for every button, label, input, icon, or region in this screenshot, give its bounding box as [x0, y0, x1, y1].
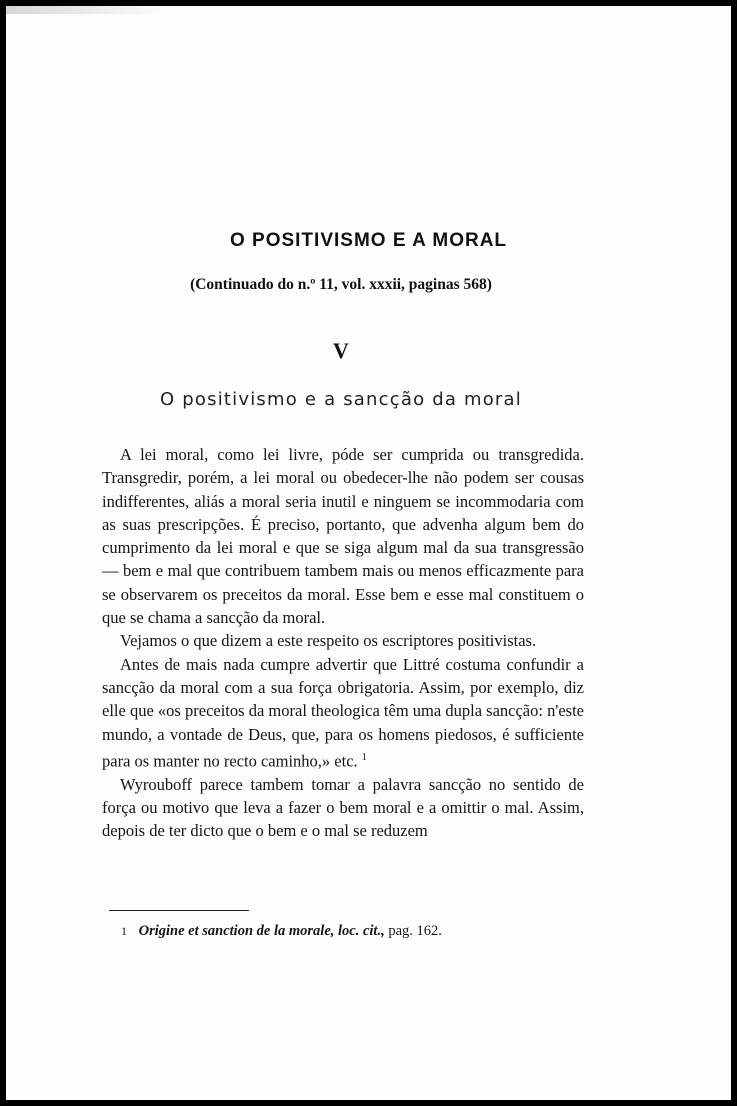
- article-title: O POSITIVISMO E A MORAL: [229, 230, 508, 251]
- book-page: [6, 6, 731, 1100]
- scan-smudge: [6, 6, 166, 14]
- paragraph-3-text: Antes de mais nada cumpre advertir que Littré costuma confundir a sancção da moral com a sua força obrigatoria. Assim, por exemplo, diz elle que «os preceitos da moral theologica têm uma dupla sancção: n'este mundo, a vontade de Deus, que, para os homens piedosos, é sufficiente para os manter no recto caminho,» etc.: [102, 654, 584, 771]
- paragraph-3: [102, 653, 584, 773]
- section-number: V: [333, 338, 349, 363]
- footnote-reference: 1: [361, 751, 367, 763]
- footnote: [121, 923, 581, 940]
- body-text: [102, 443, 584, 843]
- article-subtitle: (Continuado do n.º 11, vol. xxxii, paginas 568): [190, 276, 492, 293]
- paragraph-4: Wyrouboff parece tambem tomar a palavra sancção no sentido de força ou motivo que leva a fazer o bem moral e a omittir o mal. Assim, depois de ter dicto que o bem e o mal se reduzem: [102, 774, 584, 841]
- footnote-title: Origine et sanction de la morale, loc. cit.,: [138, 923, 385, 939]
- footnote-page: pag. 162.: [388, 923, 442, 939]
- paragraph-2: Vejamos o que dizem a este respeito os escriptores positivistas.: [120, 631, 537, 651]
- paragraph-1: A lei moral, como lei livre, póde ser cumprida ou transgredida. Transgredir, porém, a lei moral ou obedecer-lhe não podem ser cousas indifferentes, aliás a moral seria inutil e ninguem se incommodaria com as suas prescripções. É preciso, portanto, que advenha algum bem do cumprimento da lei moral e que se siga algum mal da sua transgressão — bem e mal que contribuem tambem mais ou menos efficazmente para se observarem os preceitos da moral. Esse bem e esse mal constituem o que se chama a sancção da moral.: [102, 445, 584, 628]
- footnote-mark: 1: [121, 924, 127, 938]
- section-title: O positivismo e a sancção da moral: [160, 389, 522, 410]
- footnote-divider: [109, 910, 249, 911]
